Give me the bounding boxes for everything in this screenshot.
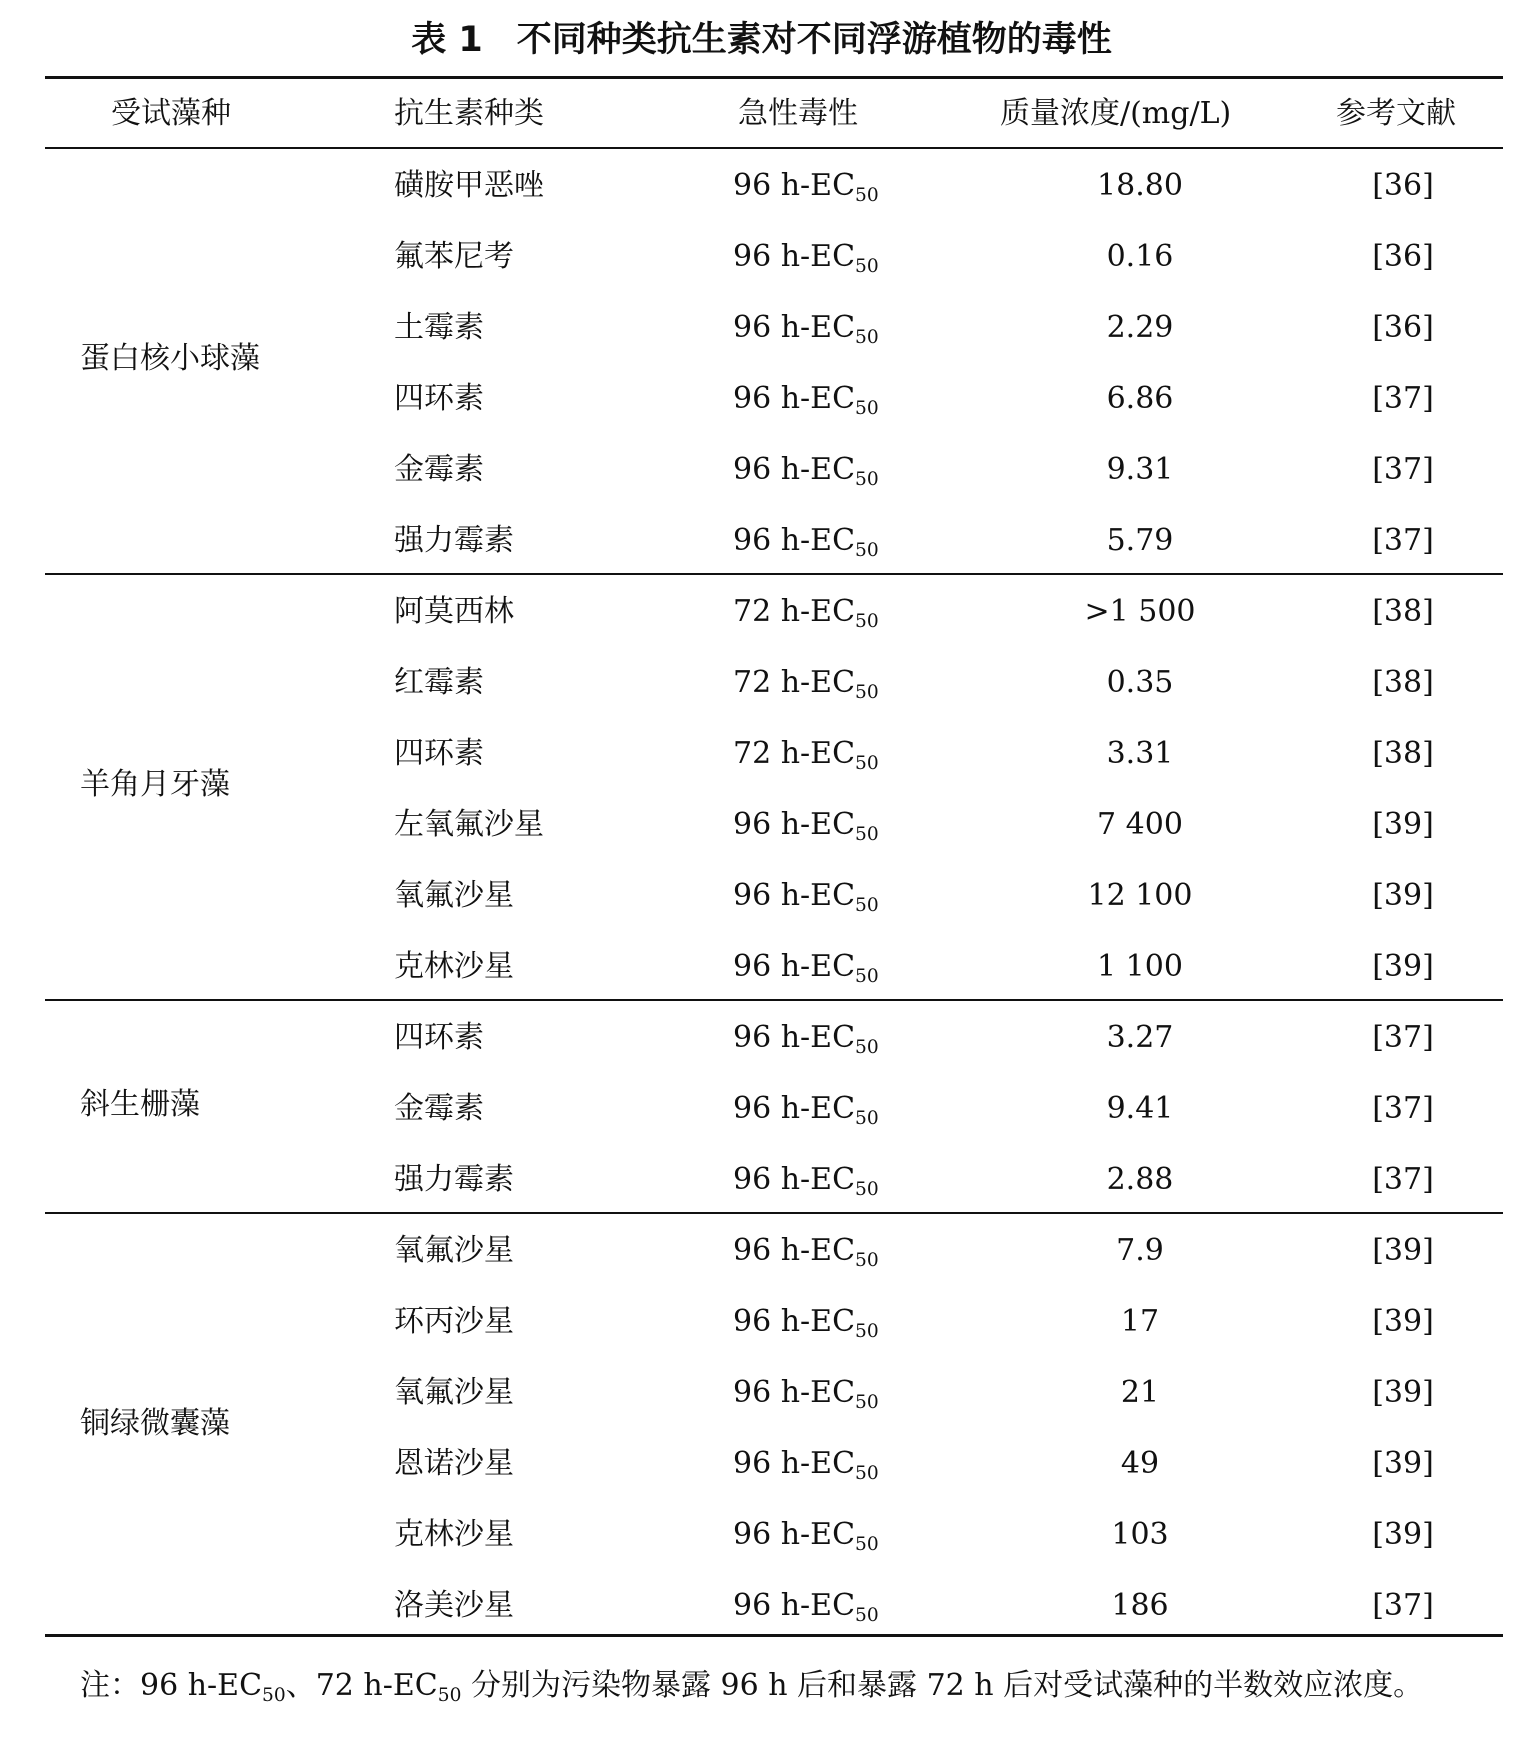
header-row bbox=[0, 78, 1523, 149]
reference-cell: [38] bbox=[1372, 665, 1434, 700]
toxicity-main: 96 h-EC bbox=[733, 1020, 856, 1055]
note-term-1: 96 h-EC bbox=[140, 1668, 263, 1703]
concentration-cell: 2.88 bbox=[1106, 1162, 1174, 1197]
table-row bbox=[0, 647, 1523, 718]
concentration-cell: 18.80 bbox=[1097, 168, 1183, 203]
table-row bbox=[0, 860, 1523, 931]
table-title: 不同种类抗生素对不同浮游植物的毒性 bbox=[516, 20, 1112, 60]
note-term-1-sub: 50 bbox=[262, 1684, 286, 1706]
toxicity-cell bbox=[733, 1144, 879, 1215]
table-row bbox=[0, 505, 1523, 576]
antibiotic-cell: 氧氟沙星 bbox=[394, 1233, 514, 1268]
toxicity-sub: 50 bbox=[855, 468, 879, 490]
toxicity-main: 96 h-EC bbox=[733, 1233, 856, 1268]
toxicity-main: 72 h-EC bbox=[733, 665, 856, 700]
note-term-2: 72 h-EC bbox=[315, 1668, 438, 1703]
concentration-cell: 9.41 bbox=[1106, 1091, 1174, 1126]
header-species: 受试藻种 bbox=[111, 96, 231, 131]
species-cell: 斜生栅藻 bbox=[80, 1086, 200, 1122]
reference-cell: [37] bbox=[1372, 1588, 1434, 1623]
antibiotic-cell: 磺胺甲恶唑 bbox=[394, 168, 544, 203]
table-row bbox=[0, 221, 1523, 292]
concentration-cell: 3.27 bbox=[1106, 1020, 1174, 1055]
table-row bbox=[0, 1570, 1523, 1641]
toxicity-main: 96 h-EC bbox=[733, 239, 856, 274]
table-label: 表 1 bbox=[411, 20, 483, 60]
concentration-cell: 5.79 bbox=[1106, 523, 1174, 558]
reference-cell: [39] bbox=[1372, 1446, 1434, 1481]
header-antibiotic: 抗生素种类 bbox=[394, 96, 544, 131]
toxicity-cell bbox=[733, 292, 879, 363]
toxicity-sub: 50 bbox=[855, 1320, 879, 1342]
concentration-cell: 17 bbox=[1120, 1304, 1160, 1339]
reference-cell: [37] bbox=[1372, 381, 1434, 416]
toxicity-sub: 50 bbox=[855, 752, 879, 774]
table-row bbox=[0, 1144, 1523, 1215]
toxicity-sub: 50 bbox=[855, 1249, 879, 1271]
antibiotic-cell: 洛美沙星 bbox=[394, 1588, 514, 1623]
toxicity-sub: 50 bbox=[855, 1462, 879, 1484]
table-row bbox=[0, 434, 1523, 505]
toxicity-sub: 50 bbox=[855, 1107, 879, 1129]
group-divider bbox=[45, 573, 1503, 575]
table-note bbox=[80, 1666, 1423, 1706]
toxicity-cell bbox=[733, 1073, 879, 1144]
reference-cell: [37] bbox=[1372, 1091, 1434, 1126]
concentration-cell: 7.9 bbox=[1116, 1233, 1164, 1268]
group-divider bbox=[45, 1212, 1503, 1214]
reference-cell: [39] bbox=[1372, 878, 1434, 913]
antibiotic-cell: 克林沙星 bbox=[394, 1517, 514, 1552]
toxicity-main: 96 h-EC bbox=[733, 523, 856, 558]
antibiotic-cell: 四环素 bbox=[394, 736, 484, 771]
table-row bbox=[0, 150, 1523, 221]
reference-cell: [39] bbox=[1372, 1517, 1434, 1552]
toxicity-cell bbox=[733, 1286, 879, 1357]
toxicity-sub: 50 bbox=[855, 610, 879, 632]
reference-cell: [38] bbox=[1372, 736, 1434, 771]
concentration-cell: >1 500 bbox=[1084, 594, 1196, 629]
toxicity-sub: 50 bbox=[855, 965, 879, 987]
concentration-cell: 21 bbox=[1120, 1375, 1160, 1410]
toxicity-cell bbox=[733, 1570, 879, 1641]
antibiotic-cell: 左氧氟沙星 bbox=[394, 807, 544, 842]
concentration-cell: 1 100 bbox=[1097, 949, 1183, 984]
toxicity-main: 96 h-EC bbox=[733, 807, 856, 842]
toxicity-main: 96 h-EC bbox=[733, 878, 856, 913]
toxicity-sub: 50 bbox=[855, 823, 879, 845]
reference-cell: [39] bbox=[1372, 1233, 1434, 1268]
bottom-rule bbox=[45, 1634, 1503, 1637]
toxicity-sub: 50 bbox=[855, 894, 879, 916]
antibiotic-cell: 氧氟沙星 bbox=[394, 1375, 514, 1410]
toxicity-sub: 50 bbox=[855, 255, 879, 277]
antibiotic-cell: 四环素 bbox=[394, 381, 484, 416]
reference-cell: [36] bbox=[1372, 239, 1434, 274]
header-reference: 参考文献 bbox=[1336, 96, 1456, 131]
toxicity-cell bbox=[733, 363, 879, 434]
concentration-cell: 6.86 bbox=[1106, 381, 1174, 416]
toxicity-cell bbox=[733, 434, 879, 505]
reference-cell: [39] bbox=[1372, 1304, 1434, 1339]
reference-cell: [39] bbox=[1372, 807, 1434, 842]
concentration-cell: 2.29 bbox=[1106, 310, 1174, 345]
table-caption bbox=[0, 12, 1523, 62]
toxicity-sub: 50 bbox=[855, 1036, 879, 1058]
species-cell: 铜绿微囊藻 bbox=[80, 1406, 230, 1441]
toxicity-cell bbox=[733, 150, 879, 221]
antibiotic-cell: 氧氟沙星 bbox=[394, 878, 514, 913]
table-row bbox=[0, 1499, 1523, 1570]
toxicity-main: 72 h-EC bbox=[733, 594, 856, 629]
toxicity-sub: 50 bbox=[855, 539, 879, 561]
toxicity-cell bbox=[733, 1215, 879, 1286]
toxicity-cell bbox=[733, 1002, 879, 1073]
toxicity-main: 96 h-EC bbox=[733, 381, 856, 416]
antibiotic-cell: 土霉素 bbox=[394, 310, 484, 345]
toxicity-cell bbox=[733, 1428, 879, 1499]
antibiotic-cell: 强力霉素 bbox=[394, 1162, 514, 1197]
antibiotic-cell: 红霉素 bbox=[394, 665, 484, 700]
reference-cell: [37] bbox=[1372, 1162, 1434, 1197]
antibiotic-cell: 金霉素 bbox=[394, 452, 484, 487]
antibiotic-cell: 阿莫西林 bbox=[394, 594, 514, 629]
antibiotic-cell: 恩诺沙星 bbox=[394, 1446, 514, 1481]
header-rule bbox=[45, 147, 1503, 149]
reference-cell: [36] bbox=[1372, 310, 1434, 345]
note-prefix: 注： bbox=[80, 1668, 140, 1703]
species-cell: 蛋白核小球藻 bbox=[80, 341, 260, 376]
toxicity-sub: 50 bbox=[855, 1533, 879, 1555]
table-row bbox=[0, 1073, 1523, 1144]
antibiotic-cell: 环丙沙星 bbox=[394, 1304, 514, 1339]
toxicity-sub: 50 bbox=[855, 681, 879, 703]
toxicity-main: 96 h-EC bbox=[733, 1517, 856, 1552]
toxicity-main: 72 h-EC bbox=[733, 736, 856, 771]
table-row bbox=[0, 1002, 1523, 1073]
antibiotic-cell: 强力霉素 bbox=[394, 523, 514, 558]
concentration-cell: 3.31 bbox=[1106, 736, 1174, 771]
toxicity-cell bbox=[733, 931, 879, 1002]
toxicity-sub: 50 bbox=[855, 326, 879, 348]
reference-cell: [38] bbox=[1372, 594, 1434, 629]
toxicity-main: 96 h-EC bbox=[733, 310, 856, 345]
group-divider bbox=[45, 999, 1503, 1001]
toxicity-main: 96 h-EC bbox=[733, 1375, 856, 1410]
header-toxicity: 急性毒性 bbox=[738, 96, 858, 131]
toxicity-cell bbox=[733, 860, 879, 931]
toxicity-main: 96 h-EC bbox=[733, 1091, 856, 1126]
toxicity-cell bbox=[733, 789, 879, 860]
reference-cell: [37] bbox=[1372, 523, 1434, 558]
note-term-2-sub: 50 bbox=[437, 1684, 462, 1706]
toxicity-sub: 50 bbox=[855, 1604, 879, 1626]
concentration-cell: 0.16 bbox=[1106, 239, 1174, 274]
antibiotic-cell: 四环素 bbox=[394, 1020, 484, 1055]
toxicity-main: 96 h-EC bbox=[733, 168, 856, 203]
table-row bbox=[0, 931, 1523, 1002]
toxicity-main: 96 h-EC bbox=[733, 1304, 856, 1339]
antibiotic-cell: 克林沙星 bbox=[394, 949, 514, 984]
toxicity-sub: 50 bbox=[855, 184, 879, 206]
concentration-cell: 49 bbox=[1120, 1446, 1160, 1481]
toxicity-cell bbox=[733, 1357, 879, 1428]
toxicity-cell bbox=[733, 576, 879, 647]
table-row bbox=[0, 1286, 1523, 1357]
toxicity-cell bbox=[733, 718, 879, 789]
header-concentration: 质量浓度/(mg/L) bbox=[1000, 96, 1232, 131]
note-text: 分别为污染物暴露 96 h 后和暴露 72 h 后对受试藻种的半数效应浓度。 bbox=[461, 1668, 1424, 1703]
toxicity-main: 96 h-EC bbox=[733, 1588, 856, 1623]
antibiotic-cell: 氟苯尼考 bbox=[394, 239, 514, 274]
toxicity-main: 96 h-EC bbox=[733, 1162, 856, 1197]
reference-cell: [39] bbox=[1372, 1375, 1434, 1410]
toxicity-cell bbox=[733, 1499, 879, 1570]
toxicity-sub: 50 bbox=[855, 1391, 879, 1413]
concentration-cell: 186 bbox=[1111, 1588, 1169, 1623]
reference-cell: [36] bbox=[1372, 168, 1434, 203]
toxicity-cell bbox=[733, 221, 879, 292]
table-row bbox=[0, 1215, 1523, 1286]
reference-cell: [37] bbox=[1372, 452, 1434, 487]
toxicity-sub: 50 bbox=[855, 397, 879, 419]
toxicity-main: 96 h-EC bbox=[733, 1446, 856, 1481]
concentration-cell: 7 400 bbox=[1097, 807, 1183, 842]
toxicity-main: 96 h-EC bbox=[733, 452, 856, 487]
toxicity-cell bbox=[733, 505, 879, 576]
toxicity-sub: 50 bbox=[855, 1178, 879, 1200]
note-separator: 、 bbox=[285, 1668, 316, 1703]
concentration-cell: 103 bbox=[1111, 1517, 1169, 1552]
species-cell: 羊角月牙藻 bbox=[80, 767, 230, 802]
toxicity-cell bbox=[733, 647, 879, 718]
toxicity-main: 96 h-EC bbox=[733, 949, 856, 984]
concentration-cell: 12 100 bbox=[1087, 878, 1193, 913]
reference-cell: [37] bbox=[1372, 1020, 1434, 1055]
concentration-cell: 9.31 bbox=[1106, 452, 1174, 487]
antibiotic-cell: 金霉素 bbox=[394, 1091, 484, 1126]
reference-cell: [39] bbox=[1372, 949, 1434, 984]
table-row bbox=[0, 576, 1523, 647]
concentration-cell: 0.35 bbox=[1106, 665, 1174, 700]
